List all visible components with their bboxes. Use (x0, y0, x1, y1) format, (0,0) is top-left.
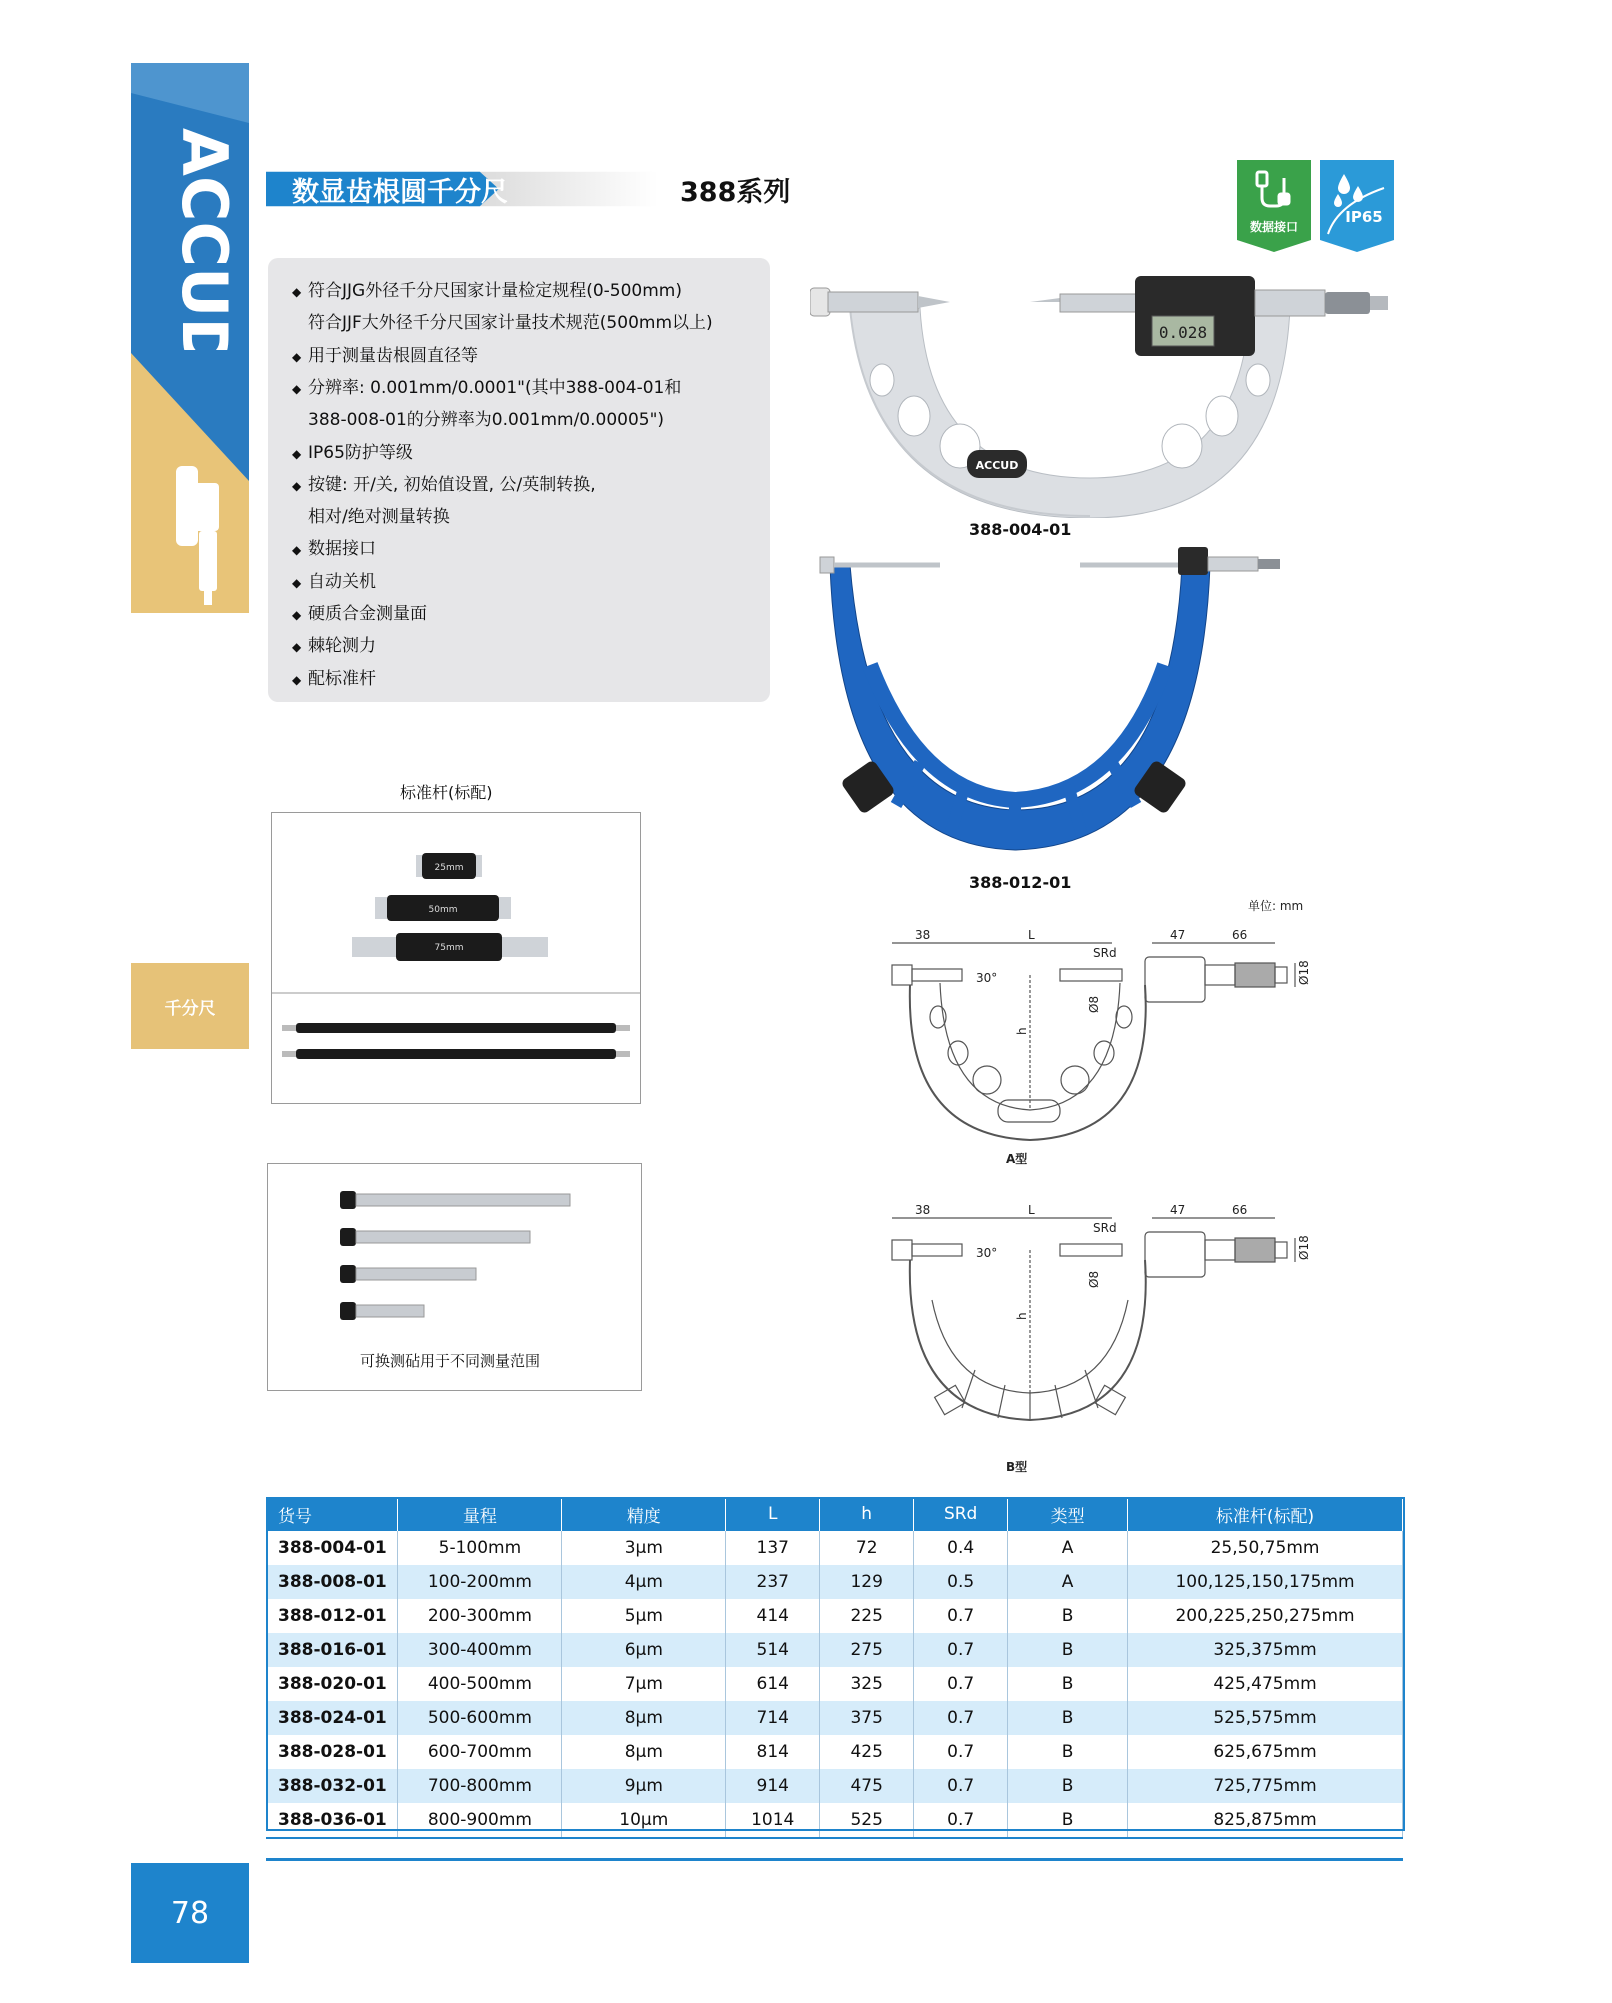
table-header-cell: 精度 (562, 1497, 726, 1531)
table-cell: 400-500mm (398, 1667, 562, 1701)
table-cell: 72 (820, 1531, 914, 1565)
feature-item (292, 664, 376, 689)
table-cell: 0.7 (914, 1769, 1008, 1803)
table-cell: 5-100mm (398, 1531, 562, 1565)
feature-item (292, 502, 450, 527)
table-header-row (266, 1497, 1403, 1531)
feature-text: 388-008-01的分辨率为0.001mm/0.00005") (308, 410, 665, 431)
table-cell: 425,475mm (1128, 1667, 1403, 1701)
table-header-cell: 货号 (266, 1497, 398, 1531)
product-photo-388-004-01 (810, 268, 1390, 518)
standard-rods-box (271, 812, 641, 1104)
feature-item (292, 567, 376, 592)
bullet-icon: ◆ (292, 349, 302, 364)
feature-item (292, 405, 664, 430)
table-row (266, 1531, 1403, 1565)
table-cell: 325,375mm (1128, 1633, 1403, 1667)
svg-text:ACCUD: ACCUD (168, 128, 241, 350)
svg-text:Ø18: Ø18 (1297, 1235, 1311, 1260)
svg-text:38: 38 (915, 1203, 931, 1217)
table-cell: 825,875mm (1128, 1803, 1403, 1838)
table-cell: 137 (726, 1531, 820, 1565)
spec-table (266, 1497, 1403, 1839)
svg-text:L: L (1028, 928, 1035, 942)
svg-text:SRd: SRd (1093, 946, 1117, 960)
svg-text:38: 38 (915, 928, 931, 942)
table-cell: 100-200mm (398, 1565, 562, 1599)
table-cell: B (1008, 1803, 1128, 1838)
table-row (266, 1735, 1403, 1769)
page-title: 数显齿根圆千分尺 (292, 177, 508, 208)
micrometer-icon (176, 466, 219, 605)
table-cell: 725,775mm (1128, 1769, 1403, 1803)
table-cell: 525 (820, 1803, 914, 1838)
feature-item (292, 599, 427, 624)
ip65-badge (1320, 160, 1394, 252)
table-row (266, 1565, 1403, 1599)
table-cell: 388-020-01 (266, 1667, 398, 1701)
table-row (266, 1701, 1403, 1735)
table-cell: 0.5 (914, 1565, 1008, 1599)
bullet-icon: ◆ (292, 381, 302, 396)
svg-text:25mm: 25mm (434, 863, 464, 873)
feature-item (292, 470, 596, 495)
table-cell: 388-028-01 (266, 1735, 398, 1769)
svg-text:SRd: SRd (1093, 1221, 1117, 1235)
product-label-388-012-01: 388-012-01 (969, 873, 1072, 892)
table-cell: 0.7 (914, 1803, 1008, 1838)
feature-text: IP65防护等级 (308, 442, 413, 463)
product-photo-388-012-01 (810, 545, 1300, 865)
table-cell: 414 (726, 1599, 820, 1633)
bullet-icon: ◆ (292, 640, 302, 655)
table-cell: 0.4 (914, 1531, 1008, 1565)
drawing-a-label: A型 (1006, 1152, 1028, 1166)
feature-item (292, 534, 376, 559)
table-cell: 388-016-01 (266, 1633, 398, 1667)
table-cell: 225 (820, 1599, 914, 1633)
svg-text:66: 66 (1232, 1203, 1248, 1217)
table-cell: 500-600mm (398, 1701, 562, 1735)
table-cell: A (1008, 1565, 1128, 1599)
table-cell: 388-008-01 (266, 1565, 398, 1599)
drawing-type-a (880, 925, 1320, 1165)
svg-text:75mm: 75mm (434, 943, 464, 953)
table-cell: 425 (820, 1735, 914, 1769)
svg-text:47: 47 (1170, 1203, 1186, 1217)
table-cell: 475 (820, 1769, 914, 1803)
table-cell: 388-024-01 (266, 1701, 398, 1735)
feature-text: 配标准杆 (308, 668, 376, 689)
svg-text:L: L (1028, 1203, 1035, 1217)
table-cell: 0.7 (914, 1633, 1008, 1667)
table-row (266, 1667, 1403, 1701)
feature-text: 符合JJG外径千分尺国家计量检定规程(0-500mm) (308, 281, 682, 301)
feature-text: 用于测量齿根圆直径等 (308, 345, 478, 366)
table-cell: 0.7 (914, 1735, 1008, 1769)
svg-text:数据接口: 数据接口 (1249, 220, 1299, 234)
footer-rule (266, 1858, 1403, 1861)
table-cell: 237 (726, 1565, 820, 1599)
table-cell: 814 (726, 1735, 820, 1769)
table-cell: B (1008, 1633, 1128, 1667)
bullet-icon: ◆ (292, 608, 302, 622)
table-cell: 0.7 (914, 1701, 1008, 1735)
svg-text:47: 47 (1170, 928, 1186, 942)
svg-text:30°: 30° (976, 1246, 998, 1260)
svg-text:Ø8: Ø8 (1087, 995, 1101, 1013)
unit-label: 单位: mm (1248, 899, 1304, 913)
table-cell: 625,675mm (1128, 1735, 1403, 1769)
product-label-388-004-01: 388-004-01 (969, 520, 1072, 539)
table-cell: 800-900mm (398, 1803, 562, 1838)
table-cell: 525,575mm (1128, 1701, 1403, 1735)
anvils-caption: 可换测砧用于不同测量范围 (360, 1352, 541, 1370)
table-cell: 700-800mm (398, 1769, 562, 1803)
table-header-cell: 量程 (398, 1497, 562, 1531)
bullet-icon: ◆ (292, 285, 302, 299)
data-interface-badge (1237, 160, 1311, 252)
feature-item (292, 438, 413, 463)
table-cell: 600-700mm (398, 1735, 562, 1769)
svg-text:30°: 30° (976, 971, 998, 985)
svg-text:h: h (1015, 1312, 1029, 1320)
table-cell: 300-400mm (398, 1633, 562, 1667)
page-number: 78 (131, 1863, 249, 1963)
table-cell: B (1008, 1735, 1128, 1769)
svg-text:Ø8: Ø8 (1087, 1270, 1101, 1288)
table-cell: 4μm (562, 1565, 726, 1599)
bullet-icon: ◆ (292, 543, 302, 558)
table-cell: 388-036-01 (266, 1803, 398, 1838)
sidebar-section-tab[interactable] (131, 963, 249, 1049)
table-row (266, 1633, 1403, 1667)
section-tab-label: 千分尺 (164, 998, 216, 1019)
feature-item (292, 276, 682, 301)
anvils-box (267, 1163, 642, 1391)
feature-text: 按键: 开/关, 初始值设置, 公/英制转换, (308, 474, 596, 495)
table-cell: B (1008, 1701, 1128, 1735)
feature-text: 数据接口 (308, 539, 376, 560)
table-cell: 8μm (562, 1735, 726, 1769)
drawing-b-label: B型 (1006, 1460, 1028, 1474)
table-cell: 9μm (562, 1769, 726, 1803)
table-cell: B (1008, 1599, 1128, 1633)
table-cell: 200,225,250,275mm (1128, 1599, 1403, 1633)
feature-text: 符合JJF大外径千分尺国家计量技术规范(500mm以上) (308, 313, 713, 334)
table-cell: 614 (726, 1667, 820, 1701)
bullet-icon: ◆ (292, 478, 302, 493)
table-cell: 375 (820, 1701, 914, 1735)
table-cell: 388-012-01 (266, 1599, 398, 1633)
table-cell: 325 (820, 1667, 914, 1701)
table-cell: A (1008, 1531, 1128, 1565)
svg-text:66: 66 (1232, 928, 1248, 942)
table-cell: 5μm (562, 1599, 726, 1633)
table-cell: 388-004-01 (266, 1531, 398, 1565)
brand-logo (131, 120, 249, 350)
svg-text:IP65: IP65 (1345, 208, 1383, 226)
standard-rods-title: 标准杆(标配) (400, 783, 493, 802)
table-row (266, 1769, 1403, 1803)
table-cell: 3μm (562, 1531, 726, 1565)
table-cell: B (1008, 1667, 1128, 1701)
table-header-cell: 类型 (1008, 1497, 1128, 1531)
svg-text:h: h (1015, 1027, 1029, 1035)
table-header-cell: h (820, 1497, 914, 1531)
table-header-cell: SRd (914, 1497, 1008, 1531)
table-cell: 714 (726, 1701, 820, 1735)
feature-text: 相对/绝对测量转换 (308, 507, 450, 528)
feature-item (292, 341, 478, 366)
bullet-icon: ◆ (292, 446, 302, 461)
table-cell: 8μm (562, 1701, 726, 1735)
feature-text: 分辨率: 0.001mm/0.0001"(其中388-004-01和 (308, 377, 682, 398)
svg-text:Ø18: Ø18 (1297, 960, 1311, 985)
feature-item (292, 373, 681, 398)
bullet-icon: ◆ (292, 672, 302, 687)
feature-text: 硬质合金测量面 (308, 604, 427, 624)
table-cell: 275 (820, 1633, 914, 1667)
table-header-cell: 标准杆(标配) (1128, 1497, 1403, 1531)
table-cell: 1014 (726, 1803, 820, 1838)
table-cell: 200-300mm (398, 1599, 562, 1633)
table-cell: 100,125,150,175mm (1128, 1565, 1403, 1599)
table-header-cell: L (726, 1497, 820, 1531)
series-label: 388系列 (680, 177, 791, 208)
table-cell: 0.7 (914, 1599, 1008, 1633)
table-cell: B (1008, 1769, 1128, 1803)
feature-item (292, 308, 713, 333)
svg-text:50mm: 50mm (428, 905, 458, 915)
drawing-type-b (880, 1200, 1320, 1440)
svg-text:0.028: 0.028 (1158, 323, 1208, 342)
table-cell: 0.7 (914, 1667, 1008, 1701)
table-cell: 129 (820, 1565, 914, 1599)
table-cell: 10μm (562, 1803, 726, 1838)
table-cell: 7μm (562, 1667, 726, 1701)
table-cell: 25,50,75mm (1128, 1531, 1403, 1565)
table-cell: 6μm (562, 1633, 726, 1667)
table-row (266, 1803, 1403, 1838)
svg-text:ACCUD: ACCUD (975, 459, 1019, 472)
features-box (268, 258, 770, 702)
table-cell: 914 (726, 1769, 820, 1803)
feature-item (292, 631, 376, 656)
feature-text: 棘轮测力 (308, 636, 376, 657)
bullet-icon: ◆ (292, 575, 302, 590)
table-row (266, 1599, 1403, 1633)
table-cell: 388-032-01 (266, 1769, 398, 1803)
table-cell: 514 (726, 1633, 820, 1667)
feature-text: 自动关机 (308, 571, 376, 592)
